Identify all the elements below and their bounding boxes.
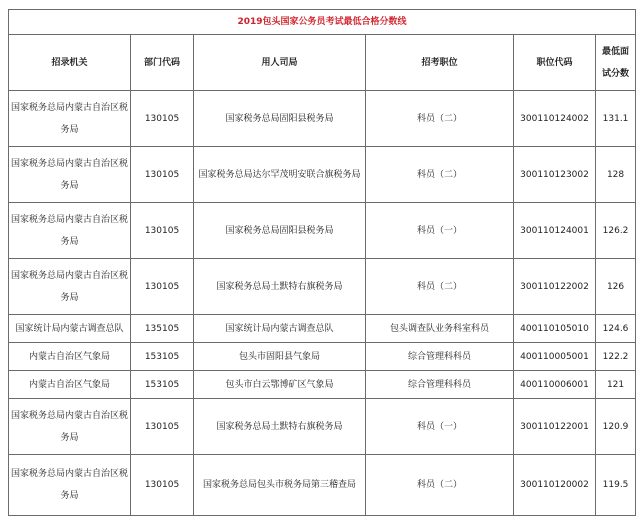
cell-position-code: 300110122002 [514,259,596,315]
cell-position: 综合管理科科员 [366,343,514,371]
cell-agency: 国家税务总局内蒙古自治区税务局 [9,455,131,516]
cell-position-code: 400110105010 [514,315,596,343]
cell-agency: 国家统计局内蒙古调查总队 [9,315,131,343]
cell-agency: 国家税务总局内蒙古自治区税务局 [9,259,131,315]
table-row [9,371,636,399]
table-title: 2019包头国家公务员考试最低合格分数线 [9,10,636,35]
cell-agency: 内蒙古自治区气象局 [9,371,131,399]
cell-position: 科员（二） [366,259,514,315]
cell-position-code: 400110005001 [514,343,596,371]
cell-agency: 国家税务总局内蒙古自治区税务局 [9,91,131,147]
cell-position: 科员（二） [366,147,514,203]
table-row [9,455,636,516]
score-table [8,9,636,516]
cell-employer: 国家税务总局土默特右旗税务局 [194,399,366,455]
table-row [9,259,636,315]
cell-employer: 包头市白云鄂博矿区气象局 [194,371,366,399]
cell-agency: 国家税务总局内蒙古自治区税务局 [9,147,131,203]
table-row [9,399,636,455]
cell-employer: 国家税务总局包头市税务局第三稽查局 [194,455,366,516]
cell-dept-code: 130105 [131,147,194,203]
table-row [9,147,636,203]
cell-position: 科员（一） [366,203,514,259]
cell-min-score: 122.2 [596,343,636,371]
cell-position: 科员（二） [366,91,514,147]
cell-employer: 国家税务总局土默特右旗税务局 [194,259,366,315]
col-header-dept-code: 部门代码 [131,35,194,91]
cell-min-score: 126.2 [596,203,636,259]
cell-min-score: 124.6 [596,315,636,343]
cell-position: 科员（一） [366,399,514,455]
col-header-employer: 用人司局 [194,35,366,91]
cell-position-code: 300110122001 [514,399,596,455]
cell-agency: 内蒙古自治区气象局 [9,343,131,371]
cell-position-code: 300110120002 [514,455,596,516]
cell-min-score: 119.5 [596,455,636,516]
cell-position-code: 400110006001 [514,371,596,399]
cell-dept-code: 130105 [131,91,194,147]
cell-agency: 国家税务总局内蒙古自治区税务局 [9,203,131,259]
cell-min-score: 126 [596,259,636,315]
cell-min-score: 131.1 [596,91,636,147]
col-header-position-code: 职位代码 [514,35,596,91]
cell-min-score: 121 [596,371,636,399]
table-row [9,343,636,371]
cell-employer: 国家税务总局固阳县税务局 [194,203,366,259]
table-row [9,315,636,343]
cell-position: 综合管理科科员 [366,371,514,399]
cell-min-score: 120.9 [596,399,636,455]
cell-dept-code: 153105 [131,343,194,371]
cell-position-code: 300110123002 [514,147,596,203]
cell-position-code: 300110124002 [514,91,596,147]
cell-employer: 国家税务总局固阳县税务局 [194,91,366,147]
cell-dept-code: 130105 [131,455,194,516]
cell-agency: 国家税务总局内蒙古自治区税务局 [9,399,131,455]
col-header-position: 招考职位 [366,35,514,91]
cell-position: 科员（二） [366,455,514,516]
cell-position: 包头调查队业务科室科员 [366,315,514,343]
cell-employer: 国家统计局内蒙古调查总队 [194,315,366,343]
cell-dept-code: 153105 [131,371,194,399]
cell-dept-code: 130105 [131,203,194,259]
cell-position-code: 300110124001 [514,203,596,259]
table-row [9,91,636,147]
cell-employer: 包头市固阳县气象局 [194,343,366,371]
cell-dept-code: 130105 [131,259,194,315]
cell-dept-code: 135105 [131,315,194,343]
col-header-agency: 招录机关 [9,35,131,91]
cell-dept-code: 130105 [131,399,194,455]
header-row [9,35,636,91]
cell-employer: 国家税务总局达尔罕茂明安联合旗税务局 [194,147,366,203]
table-row [9,203,636,259]
col-header-min-score: 最低面试分数 [596,35,636,91]
cell-min-score: 128 [596,147,636,203]
